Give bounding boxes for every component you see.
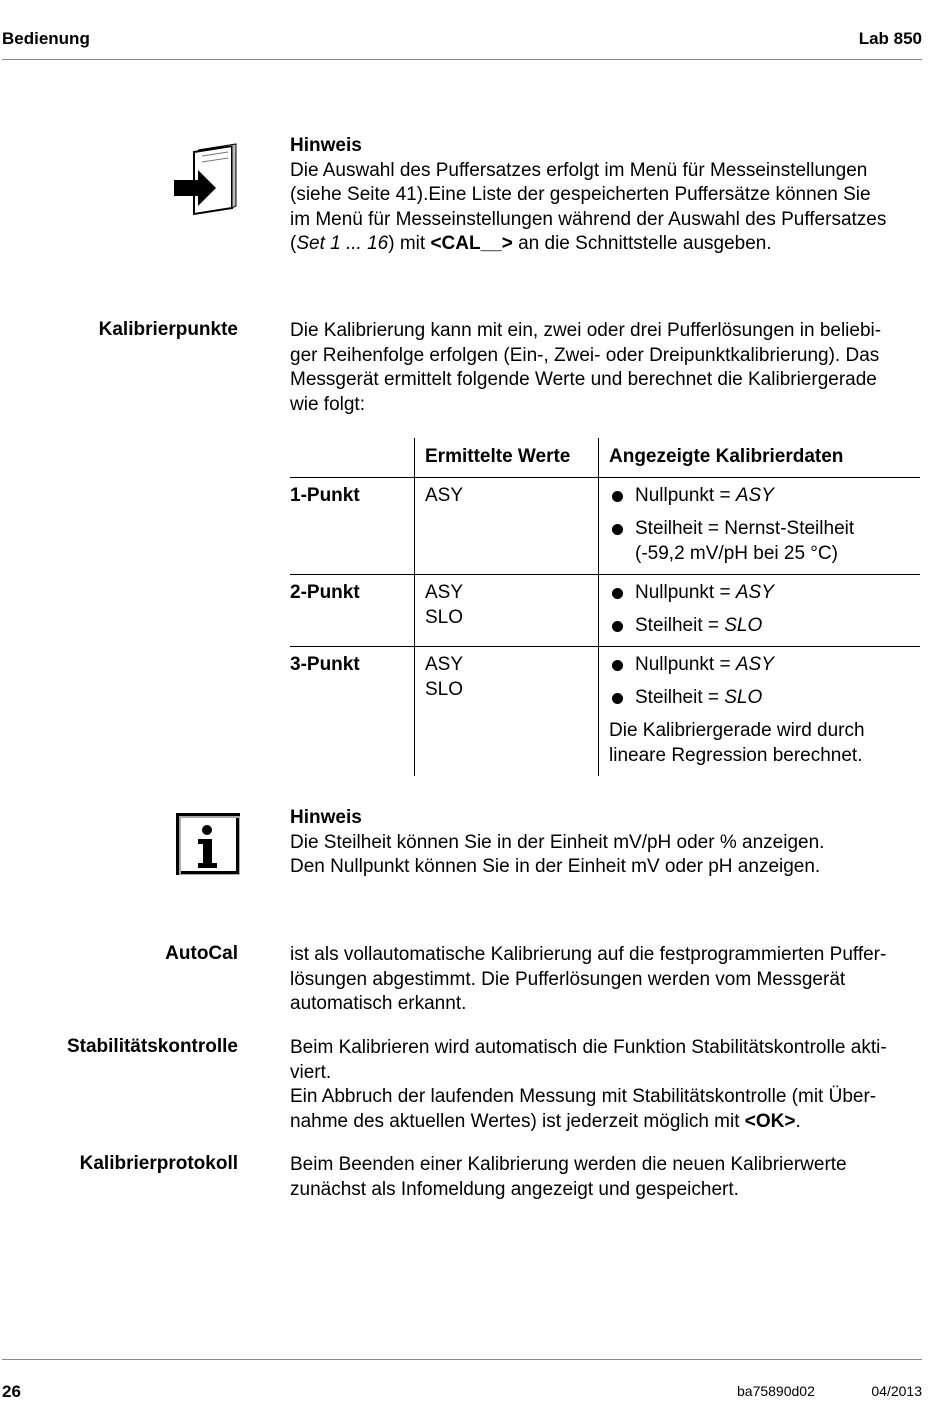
table-header: Angezeigte Kalibrierdaten <box>609 446 844 467</box>
info-icon <box>176 813 240 875</box>
row-value: ASY SLO <box>425 582 464 628</box>
table-hline <box>290 574 920 575</box>
note1-line: im Menü für Messeinstellungen während der Auswahl des Puffersatzes <box>290 208 887 230</box>
list-item: Steilheit = Nernst-Steilheit (-59,2 mV/pH bei 25 °C) <box>609 517 854 566</box>
bullet-icon <box>612 588 623 599</box>
list-item: Nullpunkt = ASY <box>609 484 774 509</box>
row-label: 2-Punkt <box>290 582 360 603</box>
paragraph-line: automatisch erkannt. <box>290 993 467 1014</box>
stabilitaet-text <box>290 1036 930 1134</box>
bullet-icon <box>612 524 623 535</box>
page-number: 26 <box>2 1382 21 1401</box>
table-vline <box>598 438 599 776</box>
protokoll-label: Kalibrierprotokoll <box>79 1153 238 1174</box>
list-item: Steilheit = SLO <box>609 614 762 639</box>
note1-line: (Set 1 ... 16) mit <CAL__> an die Schnittstelle ausgeben. <box>290 233 772 254</box>
paragraph-line: ist als vollautomatische Kalibrierung auf die festprogrammierten Puffer- <box>290 944 887 965</box>
note2-block <box>290 806 930 880</box>
protokoll-text <box>290 1153 930 1202</box>
autocal-text <box>290 943 930 1017</box>
paragraph-line: Die Kalibrierung kann mit ein, zwei oder drei Pufferlösungen in beliebi- <box>290 320 882 341</box>
doc-date: 04/2013 <box>871 1383 922 1399</box>
paragraph-line: Messgerät ermittelt folgende Werte und berechnet die Kalibriergerade <box>290 369 877 390</box>
cal-key: <CAL__> <box>430 233 513 254</box>
paragraph-line: ger Reihenfolge erfolgen (Ein-, Zwei- oder Dreipunktkalibrierung). Das <box>290 344 880 366</box>
note1-block <box>290 134 930 257</box>
kalibrierpunkte-text <box>290 319 930 417</box>
row-note: Die Kalibriergerade wird durch lineare Regression berechnet. <box>609 720 865 766</box>
list-item: Steilheit = SLO <box>609 686 762 711</box>
book-arrow-icon <box>172 140 240 216</box>
table-header: Ermittelte Werte <box>425 446 571 467</box>
header-left: Bedienung <box>2 29 90 48</box>
header-right: Lab 850 <box>858 29 922 48</box>
paragraph-line: wie folgt: <box>290 393 365 415</box>
kalibrierpunkte-label: Kalibrierpunkte <box>98 319 238 340</box>
paragraph-line: nahme des aktuellen Wertes) ist jederzeit möglich mit <OK>. <box>290 1110 801 1132</box>
row-label: 1-Punkt <box>290 485 360 506</box>
paragraph-line: Ein Abbruch der laufenden Messung mit Stabilitätskontrolle (mit Über- <box>290 1086 877 1107</box>
paragraph-line: lösungen abgestimmt. Die Pufferlösungen werden vom Messgerät <box>290 968 846 990</box>
footer-divider <box>2 1359 922 1360</box>
paragraph-line: zunächst als Infomeldung angezeigt und gespeichert. <box>290 1178 739 1200</box>
bullet-icon <box>612 491 623 502</box>
paragraph-line: viert. <box>290 1061 332 1083</box>
doc-id: ba75890d02 <box>737 1383 815 1399</box>
autocal-label: AutoCal <box>165 943 238 964</box>
note1-line: Die Auswahl des Puffersatzes erfolgt im Menü für Messeinstellungen <box>290 159 868 181</box>
note2-title: Hinweis <box>290 807 362 828</box>
table-vline <box>414 438 415 776</box>
list-item: Nullpunkt = ASY <box>609 581 774 606</box>
stabilitaet-label: Stabilitätskontrolle <box>66 1036 238 1057</box>
ok-key: <OK> <box>744 1110 796 1132</box>
paragraph-line: Beim Kalibrieren wird automatisch die Funktion Stabilitätskontrolle akti- <box>290 1037 887 1058</box>
note2-line: Den Nullpunkt können Sie in der Einheit mV oder pH anzeigen. <box>290 856 821 877</box>
note1-title: Hinweis <box>290 135 362 156</box>
note2-line: Die Steilheit können Sie in der Einheit mV/pH oder % anzeigen. <box>290 831 825 853</box>
note1-line: (siehe Seite 41).Eine Liste der gespeicherten Puffersätze können Sie <box>290 184 871 205</box>
header-divider <box>2 59 922 60</box>
row-label: 3-Punkt <box>290 654 360 675</box>
list-item: Nullpunkt = ASY <box>609 653 774 678</box>
table-hline <box>290 477 920 478</box>
row-value: ASY SLO <box>425 654 464 700</box>
table-hline <box>290 646 920 647</box>
row-value: ASY <box>425 485 464 506</box>
bullet-icon <box>612 693 623 704</box>
paragraph-line: Beim Beenden einer Kalibrierung werden die neuen Kalibrierwerte <box>290 1154 847 1175</box>
bullet-icon <box>612 621 623 632</box>
bullet-icon <box>612 660 623 671</box>
